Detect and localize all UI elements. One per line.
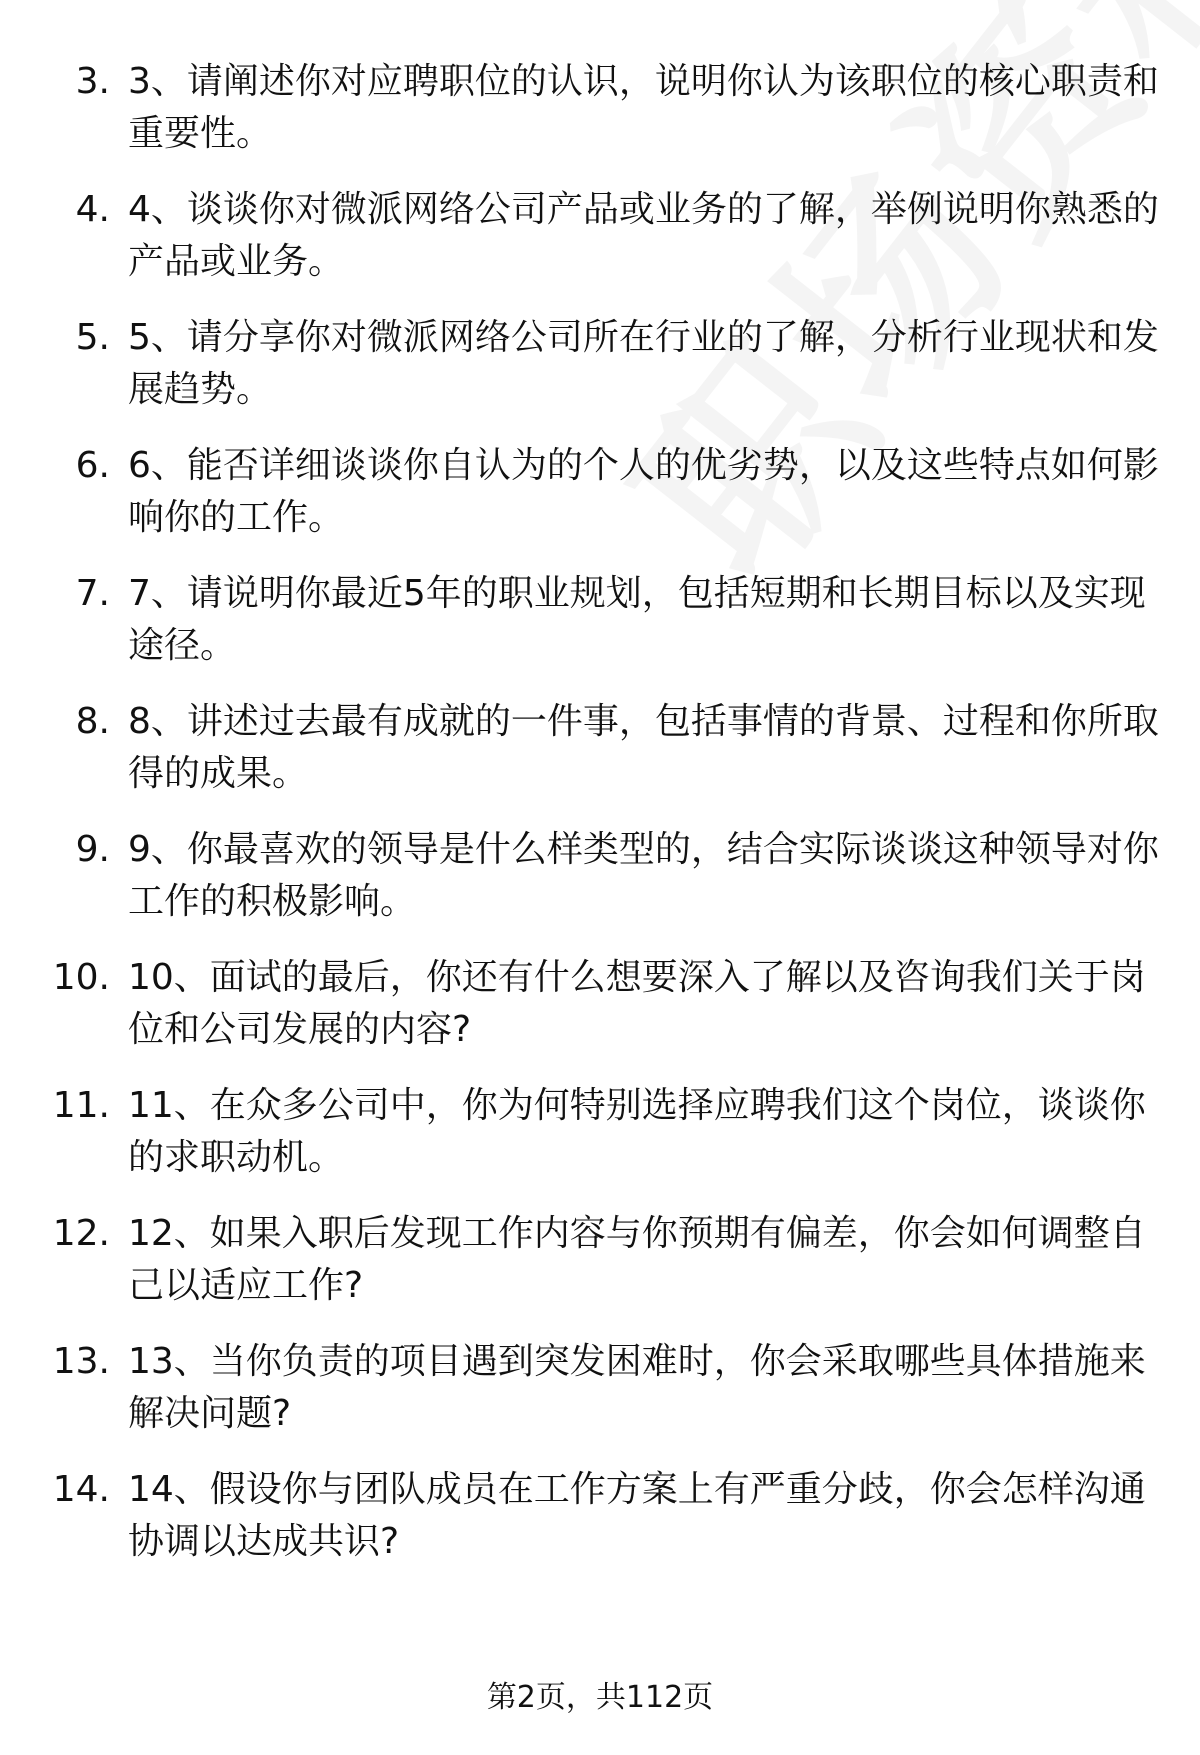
- page-number-footer: 第2页，共112页: [486, 1680, 714, 1715]
- question-text: 14、假设你与团队成员在工作方案上有严重分歧，你会怎样沟通协调以达成共识?: [128, 1469, 1146, 1562]
- list-item: [0, 440, 1200, 568]
- question-text: 13、当你负责的项目遇到突发困难时，你会采取哪些具体措施来解决问题?: [128, 1341, 1146, 1434]
- list-item: [0, 1080, 1200, 1208]
- list-number: 10.: [52, 957, 110, 998]
- list-number: 13.: [52, 1341, 110, 1382]
- question-text: 5、请分享你对微派网络公司所在行业的了解，分析行业现状和发展趋势。: [128, 317, 1159, 410]
- question-text: 6、能否详细谈谈你自认为的个人的优劣势，以及这些特点如何影响你的工作。: [128, 445, 1159, 538]
- list-number: 11.: [52, 1085, 110, 1126]
- question-text: 10、面试的最后，你还有什么想要深入了解以及咨询我们关于岗位和公司发展的内容?: [128, 957, 1146, 1050]
- list-item: [0, 312, 1200, 440]
- list-number: 8.: [75, 701, 110, 742]
- list-number: 4.: [75, 189, 110, 230]
- question-text: 7、请说明你最近5年的职业规划，包括短期和长期目标以及实现途径。: [128, 573, 1146, 666]
- list-number: 3.: [75, 61, 110, 102]
- list-number: 14.: [52, 1469, 110, 1510]
- list-number: 9.: [75, 829, 110, 870]
- list-item: [0, 1336, 1200, 1464]
- question-text: 3、请阐述你对应聘职位的认识，说明你认为该职位的核心职责和重要性。: [128, 61, 1159, 154]
- list-item: [0, 1464, 1200, 1592]
- list-item: [0, 696, 1200, 824]
- question-text: 8、讲述过去最有成就的一件事，包括事情的背景、过程和你所取得的成果。: [128, 701, 1159, 794]
- question-list: [0, 56, 1200, 1592]
- list-item: [0, 952, 1200, 1080]
- question-text: 9、你最喜欢的领导是什么样类型的，结合实际谈谈这种领导对你工作的积极影响。: [128, 829, 1159, 922]
- list-number: 6.: [75, 445, 110, 486]
- list-item: [0, 184, 1200, 312]
- list-item: [0, 56, 1200, 184]
- list-item: [0, 1208, 1200, 1336]
- question-text: 12、如果入职后发现工作内容与你预期有偏差，你会如何调整自己以适应工作?: [128, 1213, 1146, 1306]
- list-number: 7.: [75, 573, 110, 614]
- list-number: 5.: [75, 317, 110, 358]
- question-text: 11、在众多公司中，你为何特别选择应聘我们这个岗位，谈谈你的求职动机。: [128, 1085, 1146, 1178]
- list-item: [0, 824, 1200, 952]
- question-text: 4、谈谈你对微派网络公司产品或业务的了解，举例说明你熟悉的产品或业务。: [128, 189, 1159, 282]
- list-item: [0, 568, 1200, 696]
- list-number: 12.: [52, 1213, 110, 1254]
